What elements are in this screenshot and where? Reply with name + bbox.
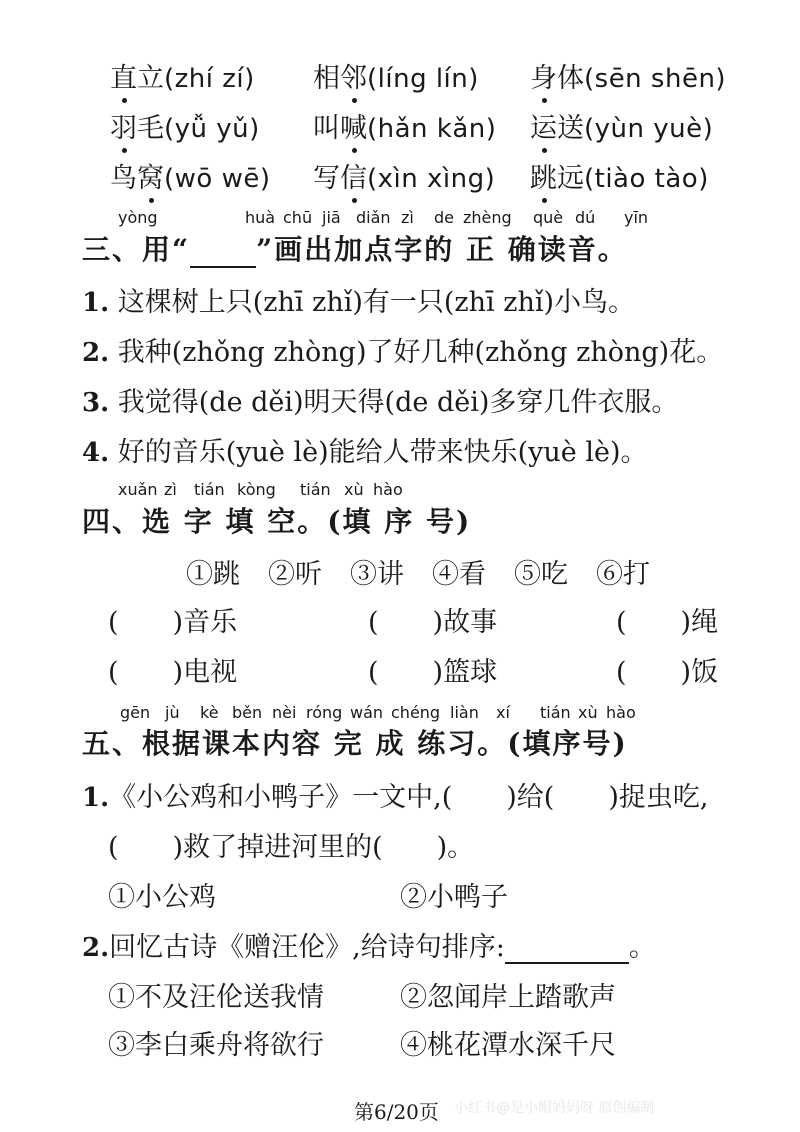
word-char: 身 (530, 56, 557, 95)
word-pair-1 (110, 56, 255, 95)
word-char: 远 (557, 163, 584, 194)
word-char: 直 (110, 56, 137, 95)
section-3-pinyin-row (0, 208, 800, 228)
pinyin-syllable: tián (300, 480, 331, 499)
word-pinyin: (wō wē) (164, 164, 271, 194)
fill-blank[interactable]: ( )电视 (108, 657, 238, 688)
word-pair-5 (313, 106, 496, 145)
question-1-line-2: ( )救了掉进河里的( )。 (108, 832, 475, 863)
pinyin-syllable: xí (496, 703, 510, 722)
word-char: 送 (557, 113, 584, 144)
question-text: 《小公鸡和小鸭子》一文中,( )给( )捉虫吃, (109, 782, 709, 813)
word-char: 信 (340, 156, 367, 195)
question-2-option-2: ②忽闻岸上踏歌声 (400, 982, 616, 1013)
pinyin-syllable: yīn (624, 208, 649, 227)
item-text: 这棵树上只(zhī zhǐ)有一只(zhī zhǐ)小鸟。 (117, 287, 636, 318)
word-char: 跳 (530, 156, 557, 195)
pinyin-syllable: nèi (272, 703, 297, 722)
pinyin-syllable: róng (306, 703, 343, 722)
pinyin-syllable: kòng (237, 480, 276, 499)
pinyin-syllable: hào (373, 480, 403, 499)
word-pinyin: (yǚ yǔ) (164, 114, 260, 144)
item-number: 3. (82, 388, 110, 418)
item-text: 好的音乐(yuè lè)能给人带来快乐(yuè lè)。 (117, 437, 648, 468)
title-part: ”画出加点字的 正 确读音。 (256, 233, 628, 266)
option: ②听 (268, 559, 322, 590)
section-3-item-3 (82, 380, 678, 419)
pinyin-syllable: liàn (450, 703, 479, 722)
word-char: 立 (137, 63, 164, 94)
fill-blank[interactable]: ( )饭 (616, 657, 719, 688)
pinyin-syllable: chéng (391, 703, 441, 722)
pinyin-syllable: jiā (322, 208, 341, 227)
question-1-option-1: ①小公鸡 (108, 882, 216, 913)
pinyin-syllable: gēn (120, 703, 151, 722)
pinyin-syllable: běn (232, 703, 263, 722)
word-pair-9 (530, 156, 709, 195)
item-text: 我种(zhǒng zhòng)了好几种(zhǒng zhòng)花。 (117, 337, 724, 368)
word-pair-2 (313, 56, 479, 95)
pinyin-syllable: dú (575, 208, 596, 227)
option: ④看 (432, 559, 486, 590)
word-char: 写 (313, 163, 340, 194)
word-char: 喊 (340, 106, 367, 145)
pinyin-syllable: xù (344, 480, 364, 499)
option: ⑤吃 (514, 559, 568, 590)
option: ①跳 (186, 559, 240, 590)
pinyin-syllable: jù (165, 703, 180, 722)
section-4-pinyin-row (0, 480, 800, 500)
question-2-option-1: ①不及汪伦送我情 (108, 982, 324, 1013)
option-list (268, 552, 322, 591)
option-list (596, 552, 650, 591)
item-number: 4. (82, 438, 110, 468)
pinyin-syllable: què (533, 208, 564, 227)
section-3-item-2 (82, 330, 723, 369)
word-pinyin: (tiào tào) (584, 164, 709, 194)
word-char: 邻 (340, 56, 367, 95)
item-number: 2. (82, 933, 110, 963)
option-list (350, 552, 404, 591)
answer-line[interactable] (505, 934, 629, 964)
pinyin-syllable: tián (540, 703, 571, 722)
pinyin-syllable: tián (194, 480, 225, 499)
underline-sample (190, 244, 256, 268)
question-2-option-4: ④桃花潭水深千尺 (400, 1030, 616, 1061)
word-pair-4 (110, 106, 260, 145)
section-3-title (82, 228, 628, 268)
word-char: 体 (557, 63, 584, 94)
word-pinyin: (yùn yuè) (584, 114, 714, 144)
word-pinyin: (sēn shēn) (584, 64, 727, 94)
item-text: 我觉得(de děi)明天得(de děi)多穿几件衣服。 (117, 387, 679, 418)
item-number: 1. (82, 783, 110, 813)
word-char: 叫 (313, 113, 340, 144)
pinyin-syllable: yòng (118, 208, 158, 227)
option: ③讲 (350, 559, 404, 590)
pinyin-syllable: de (434, 208, 454, 227)
pinyin-syllable: diǎn (356, 208, 391, 227)
section-3-item-4 (82, 430, 648, 469)
word-char: 运 (530, 106, 557, 145)
option: ⑥打 (596, 559, 650, 590)
question-1-option-2: ②小鸭子 (400, 882, 508, 913)
question-end: 。 (628, 932, 656, 963)
word-pair-6 (530, 106, 713, 145)
pinyin-syllable: chū (283, 208, 313, 227)
word-pinyin: (xìn xìng) (367, 164, 496, 194)
section-4-title: 四、选 字 填 空。(填 序 号) (82, 505, 472, 538)
section-5-title: 五、根据课本内容 完 成 练习。(填序号) (82, 727, 628, 760)
pinyin-syllable: zhèng (463, 208, 512, 227)
pinyin-syllable: hào (606, 703, 636, 722)
word-pair-8 (313, 156, 495, 195)
option-list (186, 552, 240, 591)
pinyin-syllable: wán (350, 703, 384, 722)
word-pair-3 (530, 56, 726, 95)
word-char: 窝 (137, 156, 164, 195)
option-list (514, 552, 568, 591)
pinyin-syllable: xù (578, 703, 598, 722)
question-text: 回忆古诗《赠汪伦》,给诗句排序: (109, 932, 505, 963)
option-list (432, 552, 486, 591)
page-number: 第6/20页 (354, 1100, 439, 1124)
question-2-option-3: ③李白乘舟将欲行 (108, 1030, 324, 1061)
title-part: 三、用“ (82, 233, 191, 266)
question-2 (82, 925, 656, 964)
section-3-item-1 (82, 280, 635, 319)
word-pinyin: (zhí zí) (164, 64, 255, 94)
fill-blank[interactable]: ( )故事 (368, 607, 498, 638)
fill-blank[interactable]: ( )绳 (616, 607, 719, 638)
pinyin-syllable: xuǎn (118, 480, 158, 499)
word-char: 相 (313, 63, 340, 94)
pinyin-syllable: zì (164, 480, 177, 499)
word-char: 鸟 (110, 163, 137, 194)
word-pinyin: (hǎn kǎn) (367, 114, 497, 144)
question-1-line-1 (82, 775, 708, 814)
pinyin-syllable: kè (200, 703, 219, 722)
fill-blank[interactable]: ( )篮球 (368, 657, 498, 688)
section-5-pinyin-row (0, 703, 800, 723)
word-char: 羽 (110, 106, 137, 145)
pinyin-syllable: zì (401, 208, 414, 227)
word-pinyin: (líng lín) (367, 64, 479, 94)
watermark: 小红书@是小帽妈妈呀 原创编制 (454, 1100, 655, 1116)
pinyin-syllable: huà (245, 208, 276, 227)
item-number: 1. (82, 288, 110, 318)
word-char: 毛 (137, 113, 164, 144)
fill-blank[interactable]: ( )音乐 (108, 607, 238, 638)
word-pair-7 (110, 156, 270, 195)
item-number: 2. (82, 338, 110, 368)
